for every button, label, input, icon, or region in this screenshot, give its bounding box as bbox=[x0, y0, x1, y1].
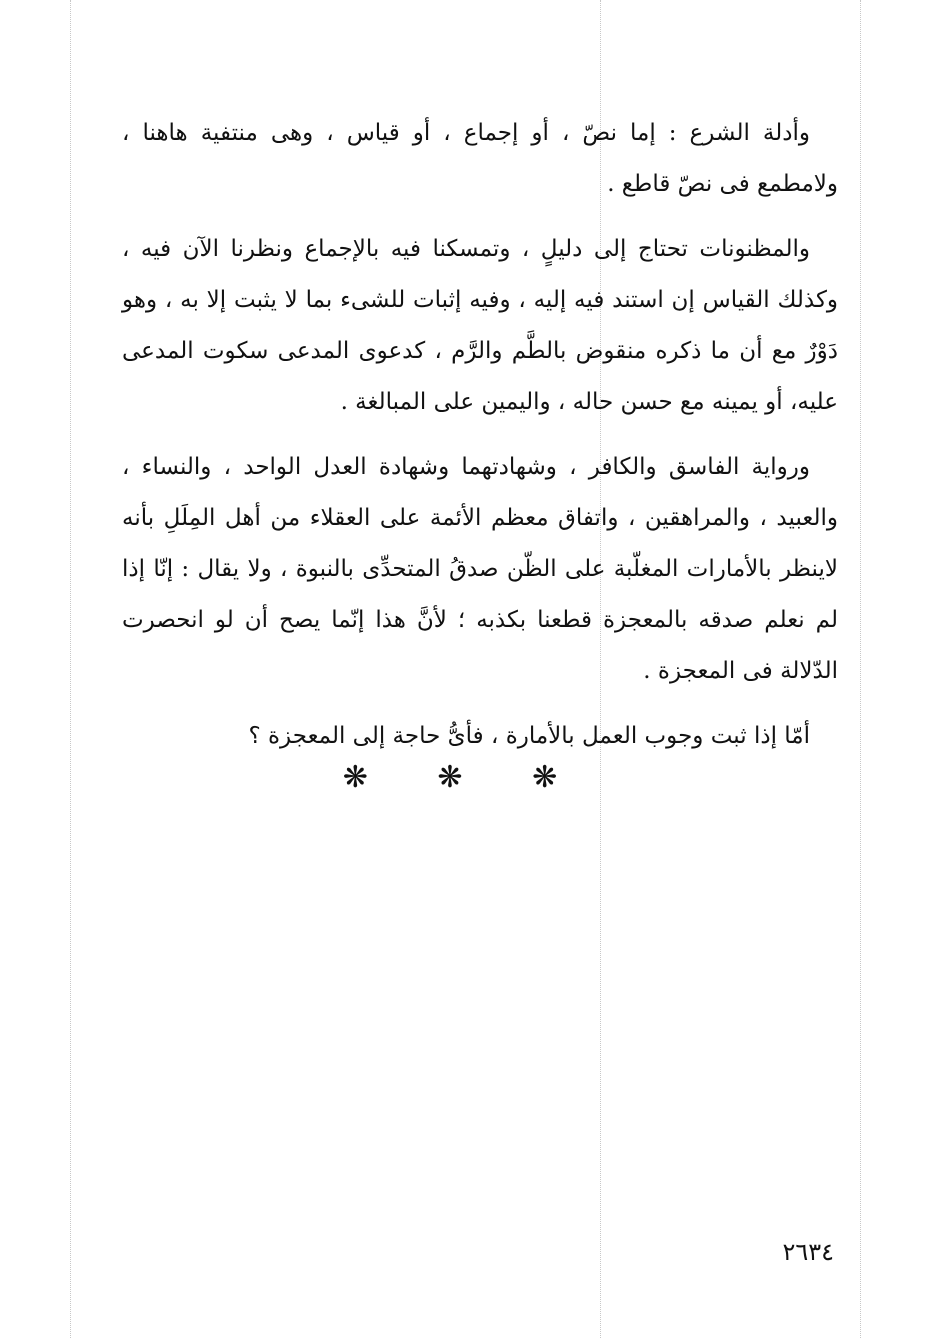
margin-guide-line bbox=[70, 0, 71, 1338]
section-separator: ❋ ❋ ❋ bbox=[342, 760, 588, 795]
paragraph-4: أمّا إذا ثبت وجوب العمل بالأمارة ، فأىُّ حاجة إلى المعجزة ؟ bbox=[248, 723, 810, 749]
margin-guide-line bbox=[860, 0, 861, 1338]
paragraph-3: ورواية الفاسق والكافر ، وشهادتهما وشهادة العدل الواحد ، والنساء ، والعبيد ، والمراهقين ، واتفاق معظم الأئمة على العقلاء من أهل المِلَلِ بأنه لاينظر بالأمارات المغلّبة على الظّن صدقُ المتحدِّى بالنبوة ، ولا يقال : إنّا إذا لم نعلم صدقه بالمعجزة قطعنا بكذبه ؛ لأنَّ هذا إنّما يصح أن لو انحصرت الدّلالة فى المعجزة . bbox=[122, 454, 838, 684]
paragraph-1: وأدلة الشرع : إما نصّ ، أو إجماع ، أو قياس ، وهى منتفية هاهنا ، ولامطمع فى نصّ قاطع . bbox=[122, 120, 838, 197]
paragraph-2: والمظنونات تحتاج إلى دليلٍ ، وتمسكنا فيه بالإجماع ونظرنا الآن فيه ، وكذلك القياس إن استند فيه إليه ، وفيه إثبات للشىء بما لا يثبت إلا به ، وهو دَوْرٌ مع أن ما ذكره منقوض بالطَّم والرَّم ، كدعوى المدعى سكوت المدعى عليه، أو يمينه مع حسن حاله ، واليمين على المبالغة . bbox=[122, 236, 838, 415]
page-number: ٢٦٣٤ bbox=[782, 1238, 834, 1266]
body-text bbox=[122, 108, 838, 776]
